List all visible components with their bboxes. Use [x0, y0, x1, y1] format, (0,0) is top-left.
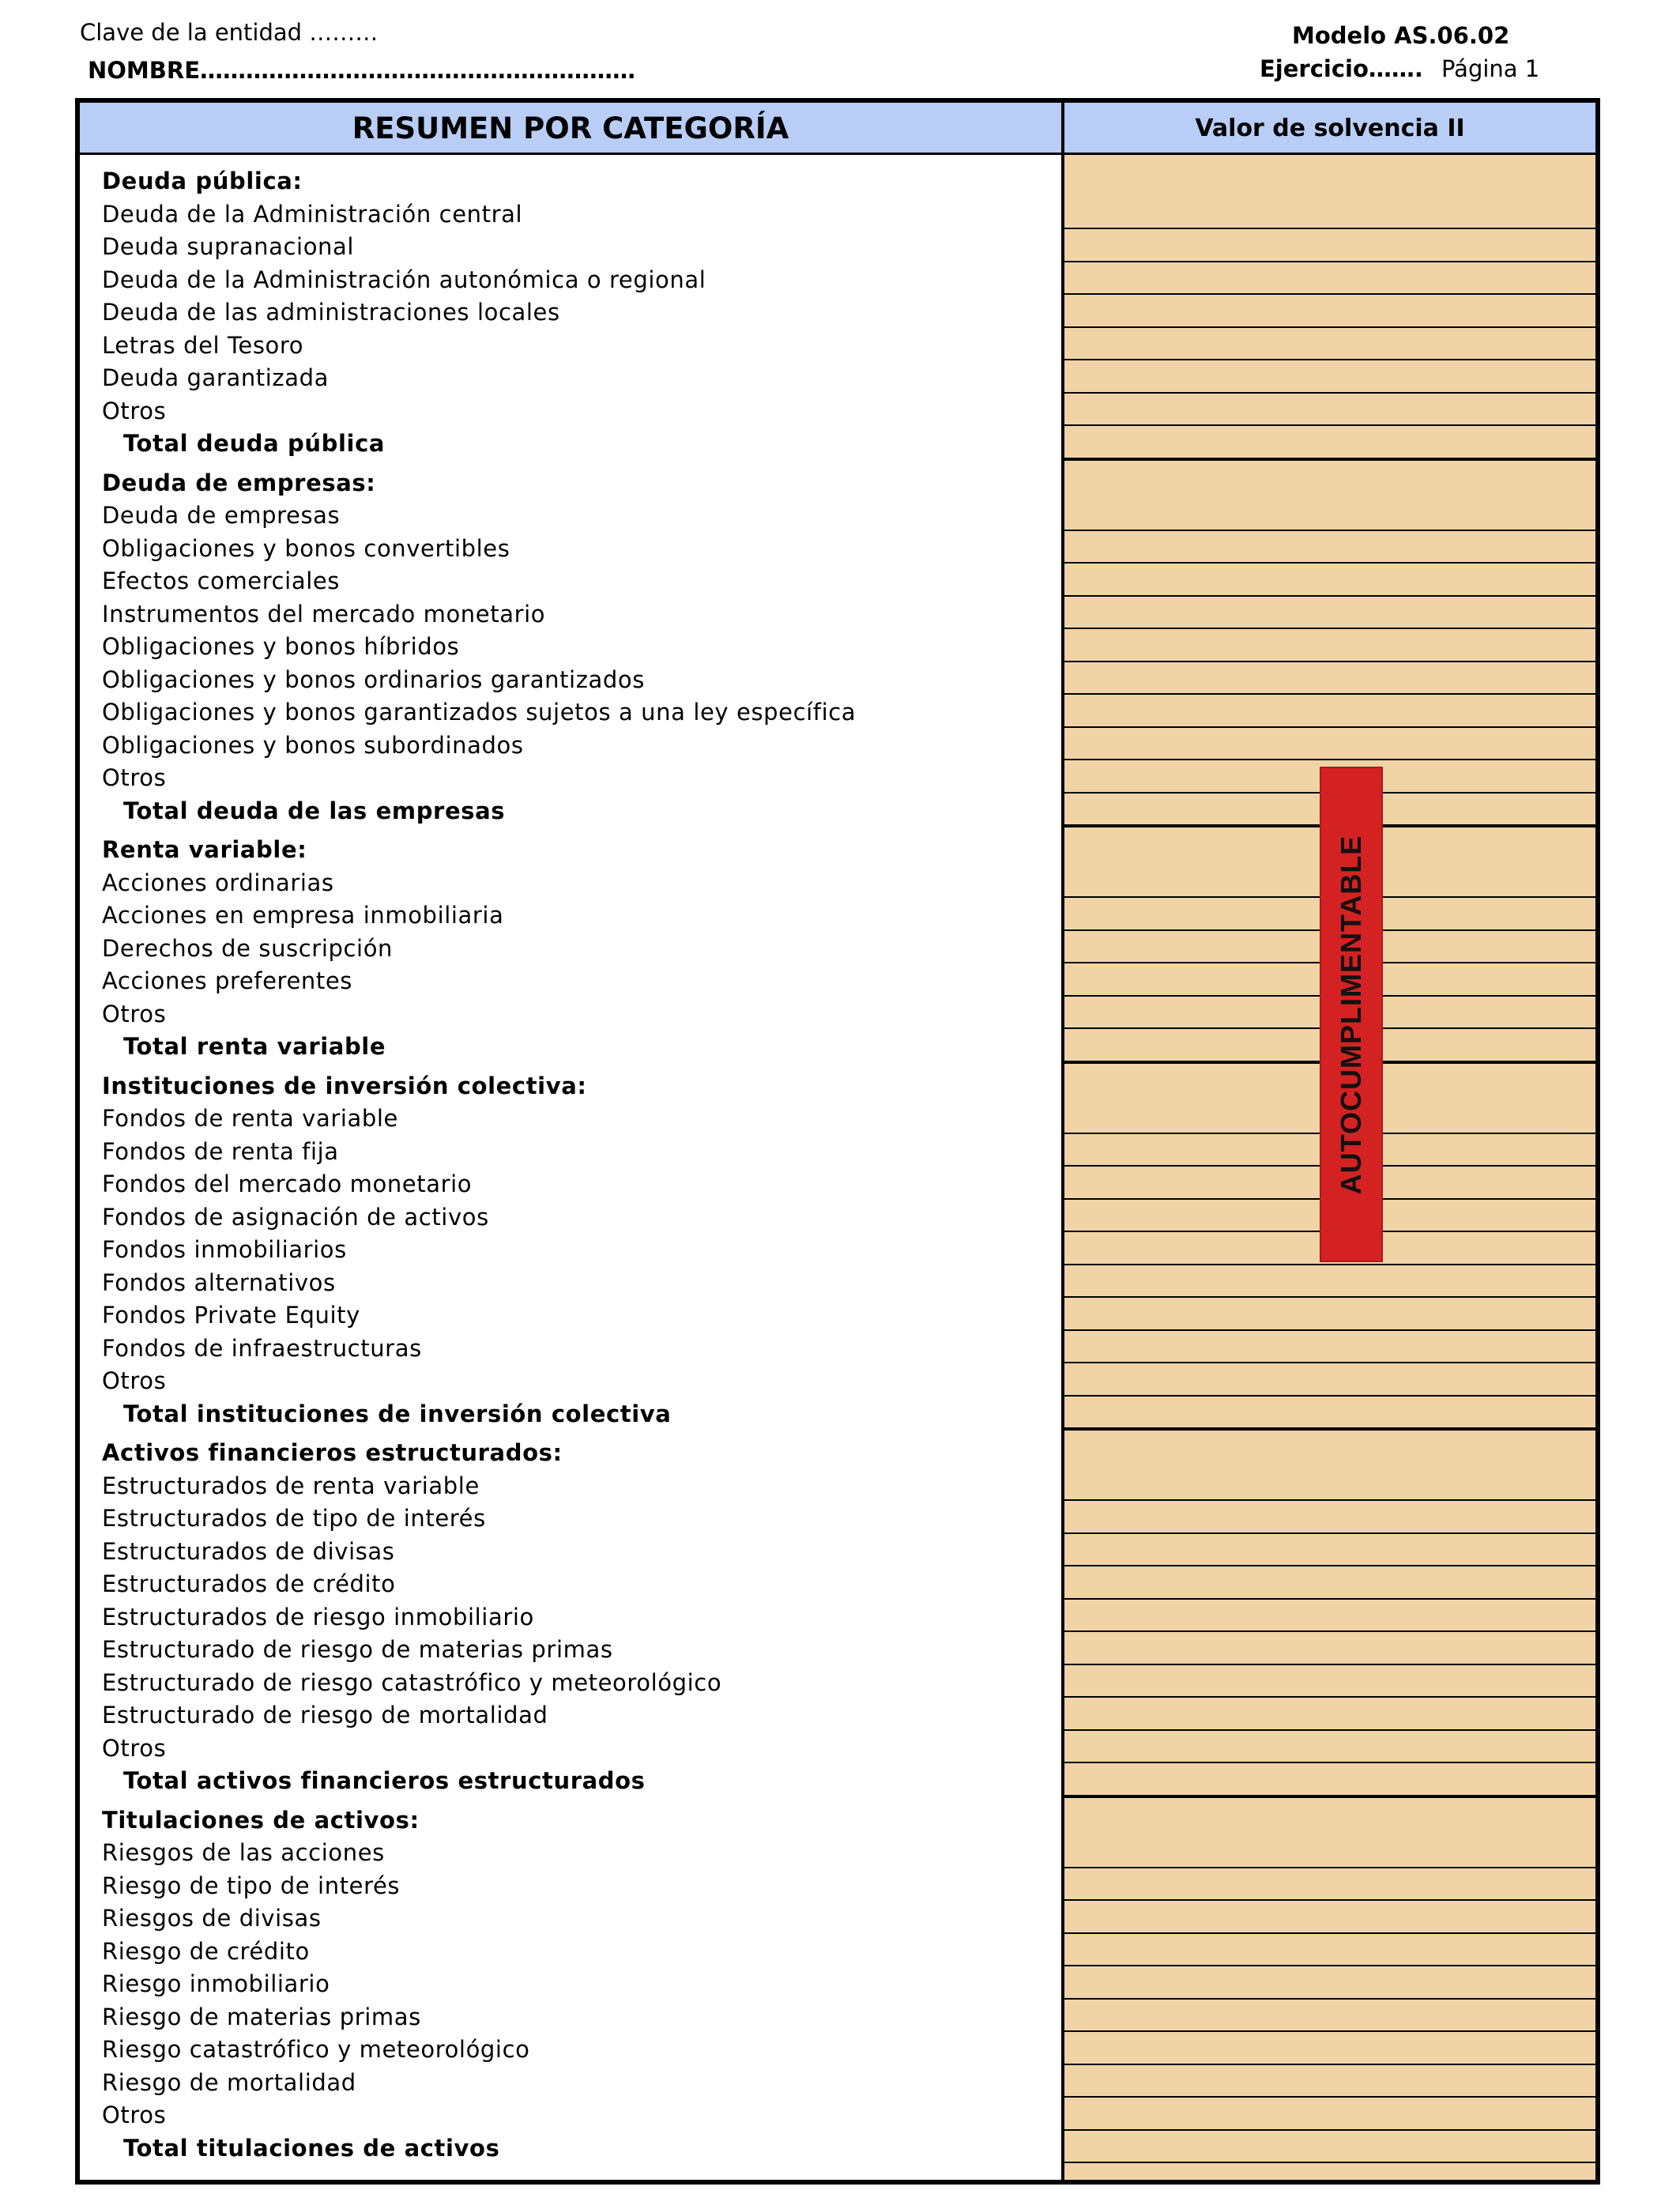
- row-separator: [1064, 2096, 1595, 2098]
- category-item: Riesgo de materias primas: [102, 2003, 421, 2030]
- section-total: Total deuda de las empresas: [123, 797, 506, 824]
- row-separator: [1064, 261, 1595, 262]
- section-total: Total titulaciones de activos: [123, 2134, 500, 2162]
- category-item: Obligaciones y bonos ordinarios garantizados: [102, 665, 645, 693]
- fiscal-year-label: Ejercicio…….: [1260, 55, 1423, 82]
- value-cell[interactable]: [1064, 499, 1595, 532]
- value-cell[interactable]: [1064, 1332, 1595, 1365]
- value-cell[interactable]: [1064, 361, 1595, 394]
- row-separator: [1064, 1296, 1595, 1298]
- category-item: Deuda supranacional: [102, 233, 355, 260]
- value-cell[interactable]: [1064, 1804, 1595, 1837]
- value-cell[interactable]: [1064, 1764, 1595, 1797]
- section-heading: Titulaciones de activos:: [102, 1806, 420, 1834]
- row-separator: [1064, 759, 1595, 760]
- category-item: Estructurado de riesgo de materias primas: [102, 1636, 613, 1663]
- category-item: Acciones preferentes: [102, 967, 352, 994]
- value-cell[interactable]: [1064, 1698, 1595, 1732]
- section-heading: Activos financieros estructurados:: [102, 1439, 563, 1466]
- value-cell[interactable]: [1064, 329, 1595, 362]
- category-item: Estructurados de crédito: [102, 1570, 396, 1597]
- category-item: Fondos de renta variable: [102, 1105, 398, 1132]
- row-separator: [1064, 1264, 1595, 1265]
- value-cell[interactable]: [1064, 1666, 1595, 1699]
- value-cell[interactable]: [1064, 663, 1595, 696]
- value-cell[interactable]: [1064, 1364, 1595, 1397]
- category-item: Fondos inmobiliarios: [102, 1236, 347, 1263]
- row-separator: [1064, 1664, 1595, 1665]
- value-cell[interactable]: [1064, 1633, 1595, 1666]
- row-separator: [1064, 359, 1595, 360]
- value-cell[interactable]: [1064, 1869, 1595, 1902]
- category-item: Obligaciones y bonos garantizados sujetos a una ley específica: [102, 699, 857, 726]
- category-item: Otros: [102, 397, 167, 424]
- category-item: Estructurados de riesgo inmobiliario: [102, 1603, 534, 1630]
- row-separator: [1064, 1532, 1595, 1534]
- row-separator: [1064, 661, 1595, 662]
- row-separator: [1064, 1499, 1595, 1501]
- category-item: Fondos de infraestructuras: [102, 1334, 422, 1362]
- model-code: Modelo AS.06.02: [1292, 22, 1510, 49]
- row-separator: [1064, 1565, 1595, 1566]
- category-item: Riesgo de mortalidad: [102, 2068, 356, 2096]
- row-separator: [1064, 1362, 1595, 1363]
- section-heading: Renta variable:: [102, 836, 307, 863]
- section-divider: [1064, 458, 1595, 461]
- category-item: Fondos del mercado monetario: [102, 1171, 473, 1197]
- value-column-header: Valor de solvencia II: [1064, 103, 1595, 153]
- entity-name-label: NOMBRE…………………………………………………: [88, 57, 636, 84]
- row-separator: [1064, 326, 1595, 328]
- entity-code-label: Clave de la entidad ………: [80, 19, 379, 46]
- value-cell[interactable]: [1064, 2033, 1595, 2066]
- row-separator: [1064, 1932, 1595, 1934]
- row-separator: [1064, 293, 1595, 295]
- value-cell[interactable]: [1064, 729, 1595, 762]
- category-item: Obligaciones y bonos subordinados: [102, 731, 524, 759]
- category-item: Deuda de las administraciones locales: [102, 299, 560, 326]
- value-cell[interactable]: [1064, 164, 1595, 198]
- category-item: Estructurado de riesgo catastrófico y meteorológico: [102, 1668, 722, 1696]
- row-separator: [1064, 1630, 1595, 1632]
- section-total: Total activos financieros estructurados: [123, 1767, 646, 1794]
- value-cell[interactable]: [1064, 1535, 1595, 1568]
- value-cell[interactable]: [1064, 1967, 1595, 2000]
- value-cell[interactable]: [1064, 198, 1595, 231]
- row-separator: [1064, 530, 1595, 531]
- value-cell[interactable]: [1064, 2132, 1595, 2165]
- category-item: Otros: [102, 2102, 167, 2128]
- category-item: Instrumentos del mercado monetario: [102, 600, 546, 628]
- row-separator: [1064, 1867, 1595, 1868]
- row-separator: [1064, 726, 1595, 728]
- value-cell[interactable]: [1064, 1299, 1595, 1332]
- row-separator: [1064, 562, 1595, 564]
- category-item: Otros: [102, 1367, 167, 1394]
- row-separator: [1064, 1395, 1595, 1397]
- value-cell[interactable]: [1064, 1397, 1595, 1431]
- value-cell[interactable]: [1064, 230, 1595, 263]
- category-item: Riesgo inmobiliario: [102, 1970, 330, 1997]
- category-item: Fondos alternativos: [102, 1269, 336, 1296]
- value-cell[interactable]: [1064, 630, 1595, 663]
- value-cell[interactable]: [1064, 1732, 1595, 1765]
- value-cell[interactable]: [1064, 427, 1595, 460]
- row-separator: [1064, 595, 1595, 597]
- category-item: Riesgos de divisas: [102, 1905, 322, 1932]
- page-number: Página 1: [1441, 55, 1540, 82]
- value-cell[interactable]: [1064, 2066, 1595, 2099]
- value-cell[interactable]: [1064, 1836, 1595, 1869]
- value-cell[interactable]: [1064, 1502, 1595, 1535]
- category-item: Deuda de la Administración autonómica o regional: [102, 266, 706, 293]
- value-cell[interactable]: [1064, 394, 1595, 428]
- value-cell[interactable]: [1064, 1902, 1595, 1935]
- row-separator: [1064, 2064, 1595, 2065]
- category-item: Fondos Private Equity: [102, 1302, 360, 1329]
- category-item: Estructurados de tipo de interés: [102, 1505, 486, 1532]
- value-cell[interactable]: [1064, 1567, 1595, 1600]
- category-item: Derechos de suscripción: [102, 934, 394, 962]
- category-item: Acciones en empresa inmobiliaria: [102, 902, 504, 929]
- section-divider: [1064, 1795, 1595, 1798]
- stamp-label: AUTOCUMPLIMENTABLE: [1335, 835, 1367, 1194]
- section-heading: Deuda de empresas:: [102, 469, 376, 496]
- value-cell[interactable]: [1064, 466, 1595, 499]
- category-item: Riesgo de crédito: [102, 1937, 310, 1965]
- category-item: Otros: [102, 764, 167, 791]
- value-cell[interactable]: [1064, 2000, 1595, 2034]
- section-divider: [1064, 1427, 1595, 1431]
- value-cell[interactable]: [1064, 1600, 1595, 1634]
- row-separator: [1064, 228, 1595, 229]
- row-separator: [1064, 2162, 1595, 2163]
- autocumplimentable-stamp: [1320, 767, 1383, 1262]
- value-cell[interactable]: [1064, 296, 1595, 329]
- row-separator: [1064, 1762, 1595, 1763]
- row-separator: [1064, 1899, 1595, 1901]
- row-separator: [1064, 1729, 1595, 1731]
- category-item: Obligaciones y bonos híbridos: [102, 633, 460, 660]
- row-separator: [1064, 2030, 1595, 2032]
- section-total: Total deuda pública: [123, 430, 386, 457]
- category-item: Efectos comerciales: [102, 567, 341, 594]
- value-cell[interactable]: [1064, 1469, 1595, 1502]
- section-heading: Instituciones de inversión colectiva:: [102, 1072, 587, 1099]
- value-cell[interactable]: [1064, 1935, 1595, 1968]
- row-separator: [1064, 693, 1595, 695]
- category-item: Riesgos de las acciones: [102, 1839, 385, 1866]
- category-item: Otros: [102, 1734, 167, 1762]
- category-item: Otros: [102, 1000, 167, 1027]
- category-item: Estructurado de riesgo de mortalidad: [102, 1702, 548, 1728]
- section-total: Total instituciones de inversión colectiva: [123, 1400, 672, 1427]
- category-item: Deuda de la Administración central: [102, 200, 523, 228]
- row-separator: [1064, 392, 1595, 394]
- category-item: Fondos de asignación de activos: [102, 1203, 489, 1231]
- row-separator: [1064, 1696, 1595, 1698]
- category-item: Acciones ordinarias: [102, 869, 334, 896]
- value-cell[interactable]: [1064, 2098, 1595, 2132]
- category-item: Deuda de empresas: [102, 502, 341, 529]
- value-cell[interactable]: [1064, 1436, 1595, 1469]
- category-item: Estructurados de divisas: [102, 1537, 395, 1565]
- value-cell[interactable]: [1064, 1266, 1595, 1299]
- category-item: Deuda garantizada: [102, 364, 330, 391]
- value-cell[interactable]: [1064, 696, 1595, 729]
- row-separator: [1064, 628, 1595, 629]
- value-cell[interactable]: [1064, 598, 1595, 631]
- row-separator: [1064, 2129, 1595, 2131]
- category-item: Fondos de renta fija: [102, 1137, 339, 1165]
- row-separator: [1064, 424, 1595, 426]
- row-separator: [1064, 1329, 1595, 1331]
- section-total: Total renta variable: [123, 1033, 386, 1060]
- category-item: Letras del Tesoro: [102, 331, 304, 359]
- value-cell[interactable]: [1064, 532, 1595, 565]
- row-separator: [1064, 1998, 1595, 2000]
- row-separator: [1064, 1598, 1595, 1600]
- value-cell[interactable]: [1064, 263, 1595, 296]
- value-cell[interactable]: [1064, 564, 1595, 598]
- header-divider: [80, 153, 1595, 155]
- category-item: Riesgo de tipo de interés: [102, 1872, 401, 1899]
- category-item: Riesgo catastrófico y meteorológico: [102, 2036, 530, 2063]
- row-separator: [1064, 1965, 1595, 1966]
- table-title: RESUMEN POR CATEGORÍA: [80, 103, 1061, 153]
- section-heading: Deuda pública:: [102, 168, 303, 194]
- category-item: Estructurados de renta variable: [102, 1472, 480, 1499]
- category-item: Obligaciones y bonos convertibles: [102, 534, 510, 562]
